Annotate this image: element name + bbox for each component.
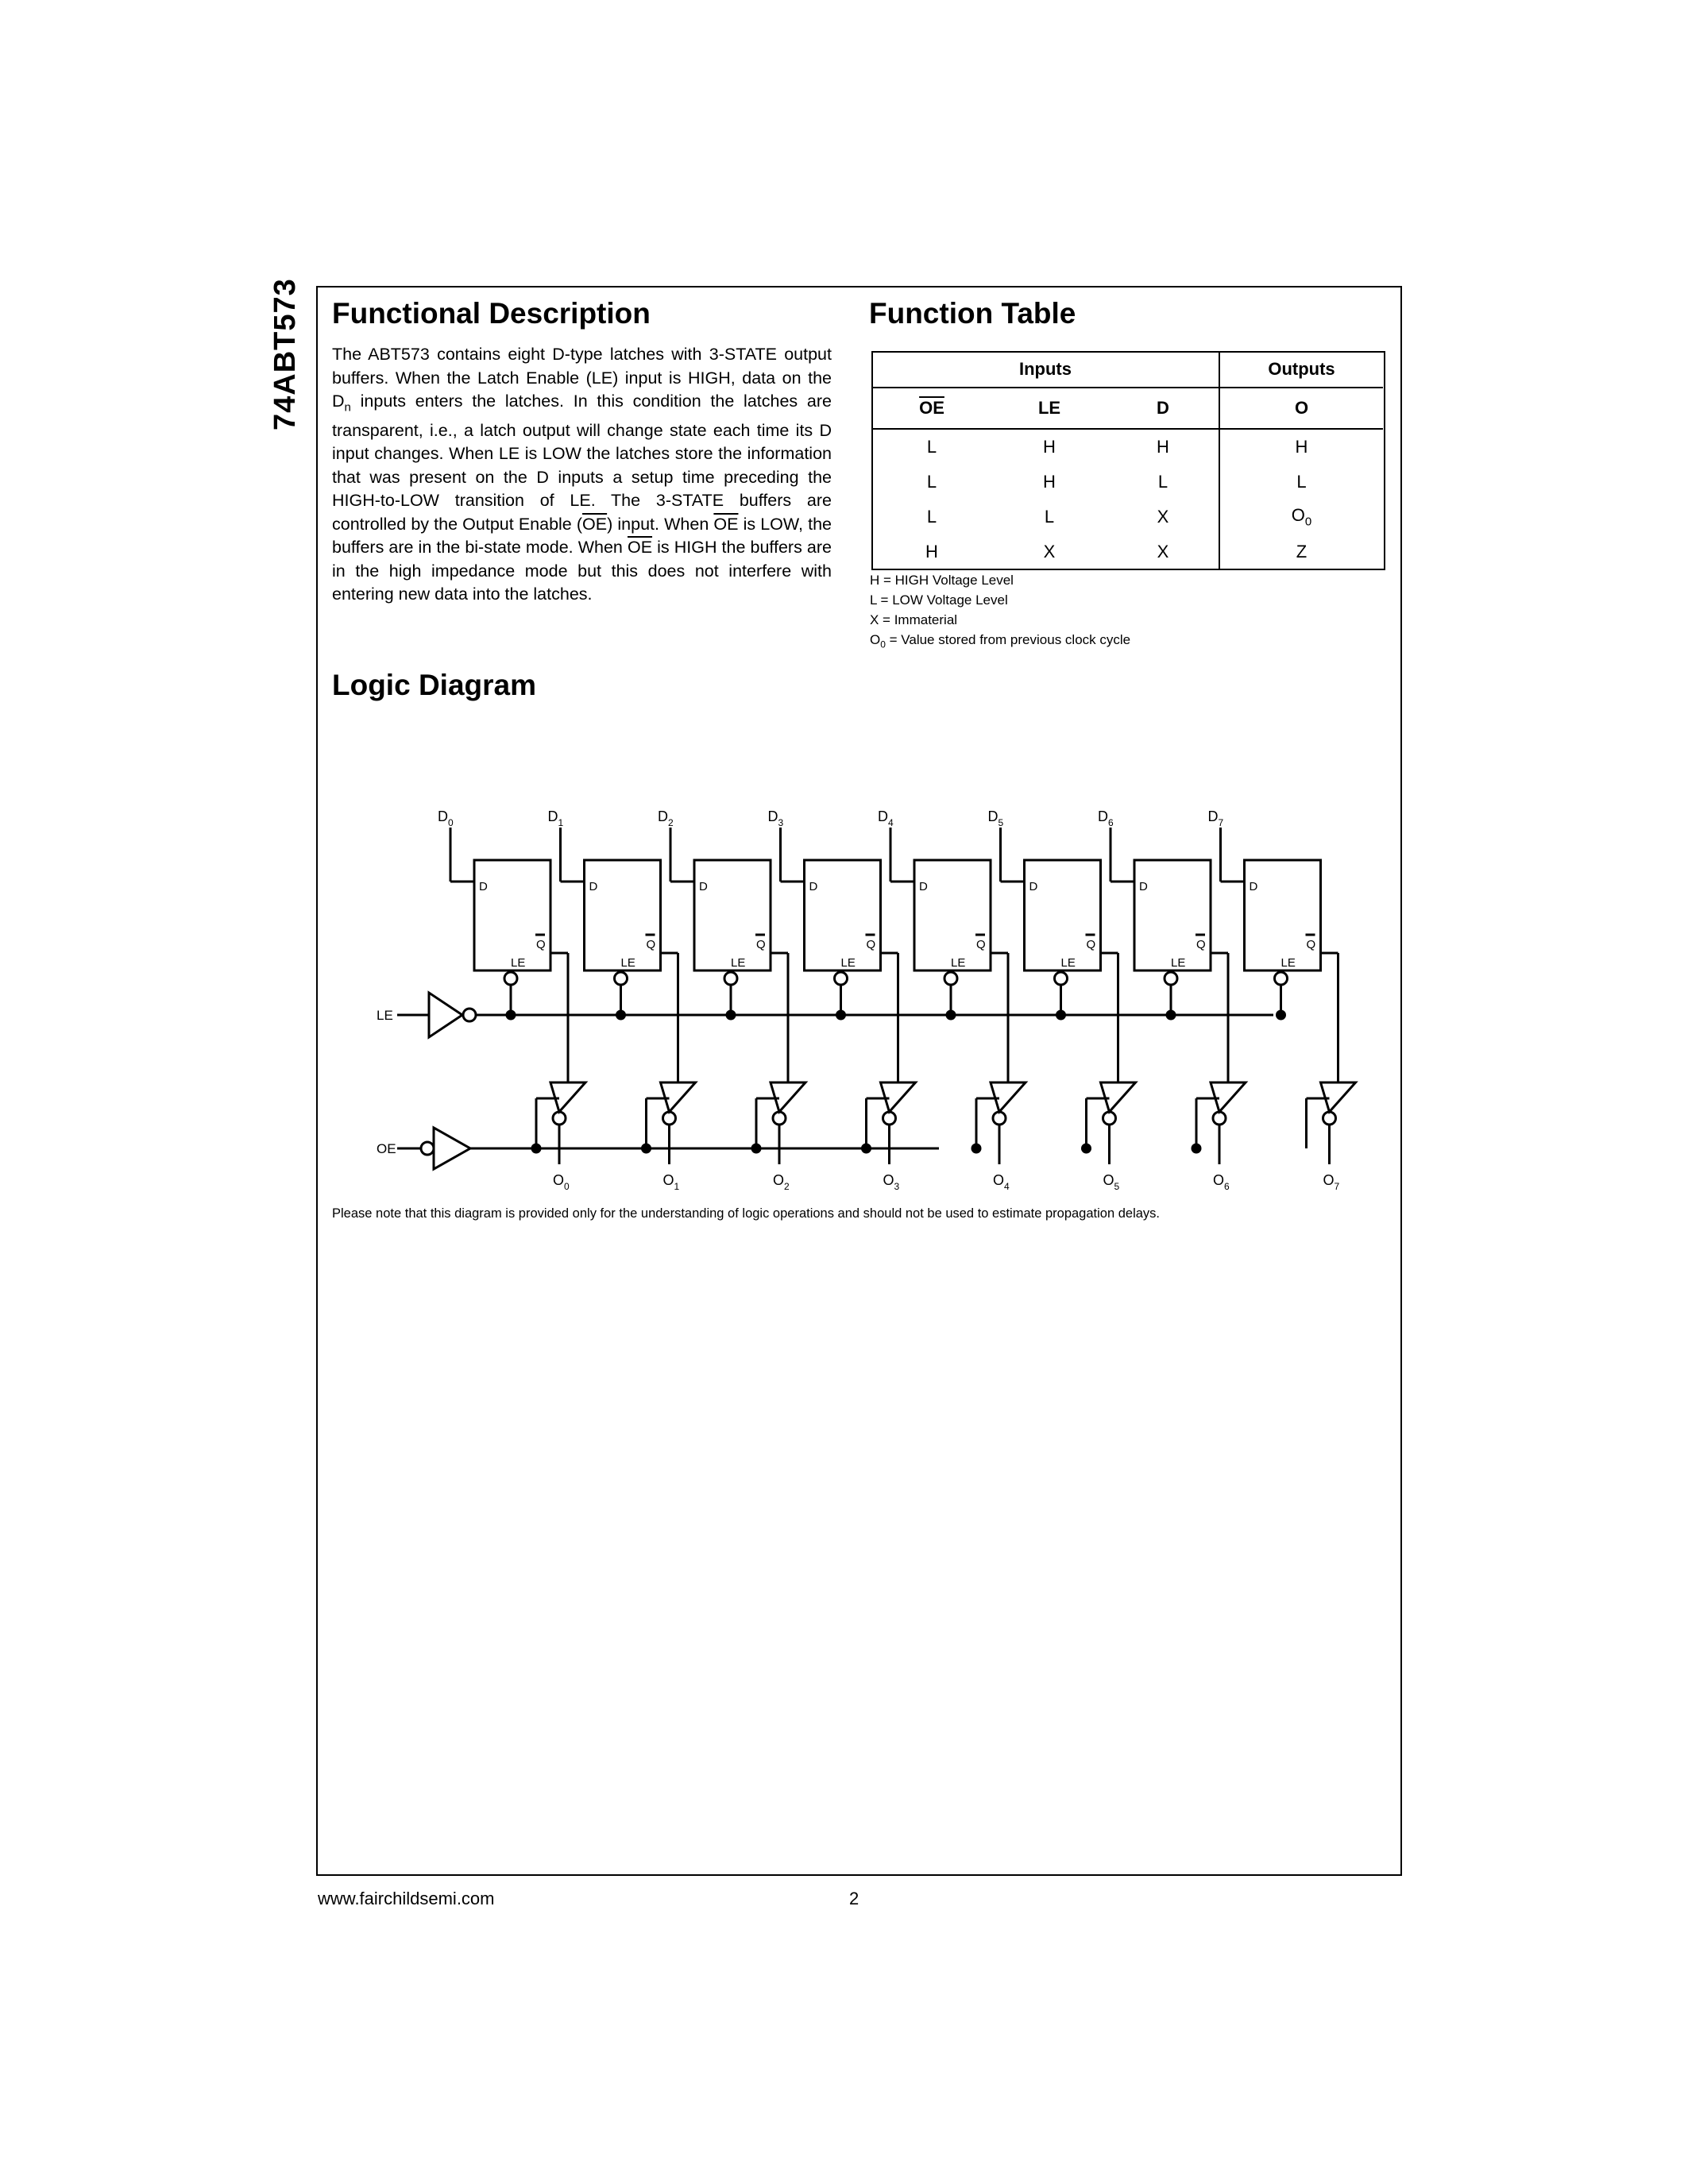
latch-le-pin-label: LE — [511, 956, 526, 970]
latch-box — [914, 860, 991, 970]
latch-box — [805, 860, 881, 970]
latch-box — [1245, 860, 1321, 970]
latch-le-pin-label: LE — [620, 956, 635, 970]
latch-le-bubble — [724, 972, 737, 985]
d-input-label: $D_0$ — [438, 808, 454, 828]
footer-page-number: 2 — [849, 1889, 859, 1908]
col-oe-header: $\overline{OE}$ — [919, 398, 944, 418]
footer-url: www.fairchildsemi.com — [318, 1889, 495, 1908]
side-part-number-text: 74ABT573 — [268, 278, 302, 430]
table-row: H X X Z — [872, 534, 1383, 569]
latch-d-pin-label: D — [1029, 880, 1038, 893]
table-row: L H H H — [872, 429, 1383, 465]
output-buffer-bubble — [1323, 1112, 1336, 1125]
oe-inversion-bubble — [421, 1142, 434, 1155]
latch-d-pin-label: D — [919, 880, 928, 893]
latch-le-pin-label: LE — [1060, 956, 1076, 970]
output-label: $O_4$ — [993, 1172, 1010, 1192]
latch-qbar-pin-label: Q — [866, 938, 876, 951]
latch-box — [585, 860, 661, 970]
latch-le-pin-label: LE — [731, 956, 746, 970]
function-table-heading: Function Table — [869, 297, 1076, 330]
latch-qbar-pin-label: Q — [646, 938, 656, 951]
diagram-caption: Please note that this diagram is provided only for the understanding of logic operations and should not be used to estimate propagation delays. — [332, 1206, 1161, 1221]
latch-le-bubble — [835, 972, 848, 985]
latch-le-bubble — [504, 972, 517, 985]
d-input-label: $D_2$ — [658, 808, 674, 828]
latch-qbar-pin-label: Q — [1086, 938, 1096, 951]
latch-le-bubble — [1275, 972, 1288, 985]
junction-dot — [1277, 1011, 1285, 1019]
output-buffer-bubble — [553, 1112, 566, 1125]
note-o0: $O_0$ = Value stored from previous clock cycle — [870, 632, 1131, 650]
latch-le-bubble — [944, 972, 957, 985]
logic-diagram-heading: Logic Diagram — [332, 669, 536, 701]
latch-le-pin-label: LE — [1280, 956, 1296, 970]
latch-d-pin-label: D — [809, 880, 818, 893]
junction-dot — [1083, 1144, 1091, 1152]
d-input-label: $D_6$ — [1098, 808, 1114, 828]
junction-dot — [617, 1011, 625, 1019]
latch-d-pin-label: D — [479, 880, 488, 893]
latch-box — [1025, 860, 1101, 970]
output-label: $O_7$ — [1323, 1172, 1340, 1192]
latch-qbar-pin-label: Q — [756, 938, 766, 951]
latch-le-bubble — [1055, 972, 1068, 985]
output-label: $O_6$ — [1213, 1172, 1230, 1192]
output-buffer-bubble — [1103, 1112, 1116, 1125]
latch-qbar-pin-label: Q — [1306, 938, 1316, 951]
d-input-label: $D_7$ — [1207, 808, 1224, 828]
le-inversion-bubble — [463, 1009, 476, 1021]
latch-box — [694, 860, 771, 970]
output-buffer-bubble — [883, 1112, 896, 1125]
inputs-group-header: Inputs — [872, 352, 1219, 388]
oe-input-label: OE — [377, 1141, 396, 1156]
junction-dot — [1192, 1144, 1200, 1152]
functional-description-text: The ABT573 contains eight D-type latches with 3-STATE output buffers. When the Latch Enable (LE) input is HIGH, data on the $D_n$ inputs enters the latches. In this condition the latches are transparent, i.e., a latch output will change state each time its D input changes. When LE is LOW the latches store the information that was present on the D inputs a setup time preceding the HIGH-to-LOW transition of LE. The 3-STATE buffers are controlled by the Output Enable $(\overline{OE})$ input. When $\overline{OE}$ is LOW, the buffers are in the bi-state mode. When $\overline{OE}$ is HIGH the buffers are in the high impedance mode but this does not interfere with entering new data into the latches. — [332, 345, 832, 604]
col-le-header: LE — [991, 388, 1107, 429]
latch-box — [474, 860, 550, 970]
col-d-header: D — [1107, 388, 1219, 429]
output-buffer-bubble — [663, 1112, 676, 1125]
junction-dot — [752, 1144, 760, 1152]
junction-dot — [947, 1011, 955, 1019]
junction-dot — [643, 1144, 651, 1152]
latch-le-pin-label: LE — [840, 956, 856, 970]
output-label: $O_1$ — [662, 1172, 680, 1192]
d-input-label: $D_1$ — [547, 808, 564, 828]
note-low: L = LOW Voltage Level — [870, 592, 1008, 608]
junction-dot — [863, 1144, 871, 1152]
junction-dot — [837, 1011, 845, 1019]
latch-le-bubble — [1165, 972, 1177, 985]
latch-qbar-pin-label: Q — [536, 938, 546, 951]
output-buffer-bubble — [1213, 1112, 1226, 1125]
le-input-label: LE — [377, 1008, 393, 1023]
oe-buffer-symbol — [434, 1128, 470, 1169]
d-input-label: $D_3$ — [767, 808, 784, 828]
latch-qbar-pin-label: Q — [976, 938, 986, 951]
note-immaterial: X = Immaterial — [870, 612, 958, 627]
table-row: L L X $O_0$ — [872, 500, 1383, 534]
table-row: L H L L — [872, 465, 1383, 500]
latch-d-pin-label: D — [699, 880, 708, 893]
d-input-label: $D_5$ — [987, 808, 1004, 828]
junction-dot — [972, 1144, 980, 1152]
junction-dot — [727, 1011, 735, 1019]
latch-d-pin-label: D — [1139, 880, 1148, 893]
latch-box — [1134, 860, 1211, 970]
note-high: H = HIGH Voltage Level — [870, 573, 1014, 588]
latch-d-pin-label: D — [1249, 880, 1258, 893]
latch-le-pin-label: LE — [951, 956, 966, 970]
junction-dot — [532, 1144, 540, 1152]
latch-d-pin-label: D — [589, 880, 598, 893]
output-buffer-bubble — [773, 1112, 786, 1125]
latch-qbar-pin-label: Q — [1196, 938, 1206, 951]
d-input-label: $D_4$ — [878, 808, 894, 828]
functional-description-heading: Functional Description — [332, 297, 651, 330]
outputs-group-header: Outputs — [1219, 352, 1383, 388]
latch-le-pin-label: LE — [1171, 956, 1186, 970]
output-label: $O_0$ — [553, 1172, 570, 1192]
output-label: $O_5$ — [1103, 1172, 1120, 1192]
output-buffer-bubble — [993, 1112, 1006, 1125]
junction-dot — [507, 1011, 515, 1019]
col-o-header: O — [1219, 388, 1383, 429]
junction-dot — [1057, 1011, 1065, 1019]
le-buffer-symbol — [429, 993, 462, 1037]
output-label: $O_2$ — [773, 1172, 790, 1192]
output-label: $O_3$ — [883, 1172, 900, 1192]
latch-le-bubble — [615, 972, 628, 985]
junction-dot — [1167, 1011, 1175, 1019]
